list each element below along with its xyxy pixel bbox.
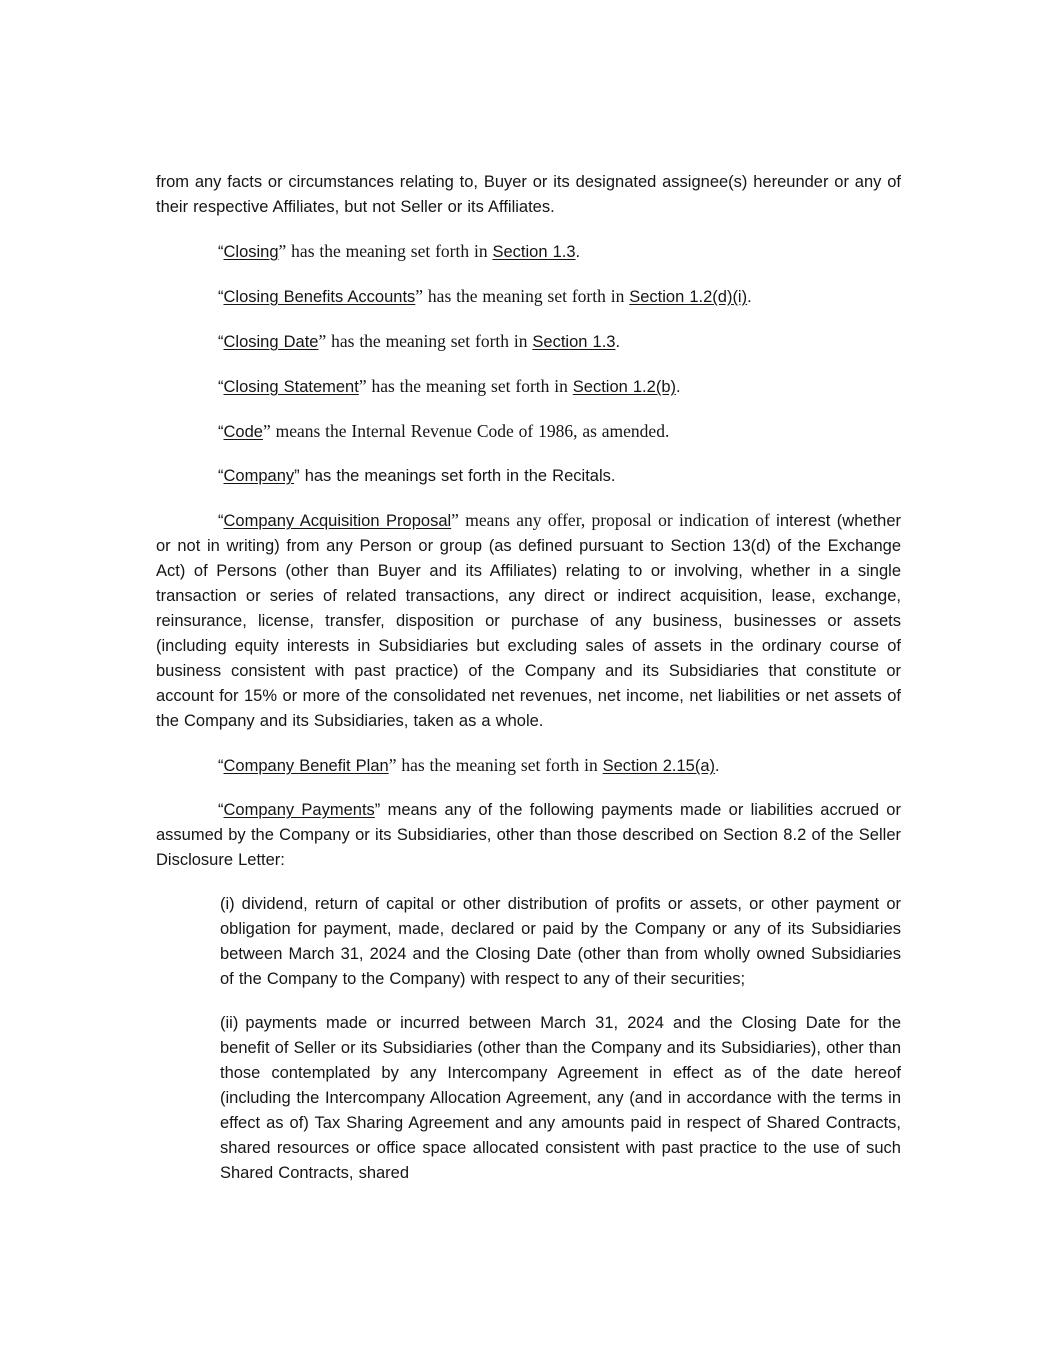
definition-closing xyxy=(156,239,901,265)
section-reference: Section 1.2(b) xyxy=(572,378,676,396)
definition-text: ” means the Internal Revenue Code of 1986, as amended. xyxy=(262,421,670,441)
open-quote: “ xyxy=(218,333,224,351)
open-quote: “ xyxy=(218,243,224,261)
definition-closing-statement xyxy=(156,374,901,400)
defined-term: Closing Benefits Accounts xyxy=(223,288,416,306)
definition-closing-benefits-accounts xyxy=(156,284,901,310)
sentence-period: . xyxy=(747,288,752,306)
definition-text: ” has the meanings set forth in the Recitals. xyxy=(294,467,616,485)
clause-label: (i) xyxy=(220,895,235,913)
defined-term: Company Acquisition Proposal xyxy=(223,512,452,530)
definition-text: ” has the meaning set forth in xyxy=(358,376,573,396)
clause-text: dividend, return of capital or other distribution of profits or assets, or other payment or obligation for payment, made, declared or paid by the Company or any of its Subsidiaries between March 31, 2024 and the Closing Date (other than from wholly owned Subsidiaries of the Company to the Company) with respect to any of their securities; xyxy=(220,895,901,988)
definition-text: ” has the meaning set forth in xyxy=(278,241,493,261)
definition-text: interest (whether or not in writing) from any Person or group (as defined pursuant to Section 13(d) of the Exchange Act) of Persons (other than Buyer and its Affiliates) relating to or involving, whether in a single transaction or series of related transactions, any direct or indirect acquisition, lease, exchange, reinsurance, license, transfer, disposition or purchase of any business, businesses or assets (including equity interests in Subsidiaries but excluding sales of assets in the ordinary course of business consistent with past practice) of the Company and its Subsidiaries that constitute or account for 15% or more of the consolidated net revenues, net income, net liabilities or net assets of the Company and its Subsidiaries, taken as a whole. xyxy=(156,512,901,730)
definition-company-payments xyxy=(156,798,901,873)
section-reference: Section 1.3 xyxy=(492,243,576,261)
sentence-period: . xyxy=(615,333,621,351)
open-quote: “ xyxy=(218,801,224,819)
definition-company xyxy=(156,464,901,489)
defined-term: Closing Statement xyxy=(223,378,359,396)
open-quote: “ xyxy=(218,757,224,775)
section-reference: Section 1.3 xyxy=(532,333,616,351)
clause-text: payments made or incurred between March 31, 2024 and the Closing Date for the benefit of Seller or its Subsidiaries (other than the Company and its Subsidiaries), other than those contemplated by any Intercompany Agreement in effect as of the date hereof (including the Intercompany Allocation Agreement, any (and in accordance with the terms in effect as of) Tax Sharing Agreement and any amounts paid in respect of Shared Contracts, shared resources or office space allocated consistent with past practice to the use of such Shared Contracts, shared xyxy=(220,1014,901,1182)
defined-term: Closing Date xyxy=(223,333,319,351)
open-quote: “ xyxy=(218,467,224,485)
open-quote: “ xyxy=(218,512,224,530)
defined-term: Code xyxy=(223,423,263,441)
open-quote: “ xyxy=(218,378,224,396)
defined-term: Company Benefit Plan xyxy=(223,757,389,775)
clause-i xyxy=(220,892,901,992)
definition-company-acquisition-proposal xyxy=(156,508,901,734)
definition-closing-date xyxy=(156,329,901,355)
section-reference: Section 2.15(a) xyxy=(602,757,716,775)
definition-text-lead: ” means any offer, proposal or indication of xyxy=(451,510,777,530)
definition-text: ” has the meaning set forth in xyxy=(415,286,630,306)
section-reference: Section 1.2(d)(i) xyxy=(629,288,748,306)
sentence-period: . xyxy=(676,378,681,396)
clause-ii xyxy=(220,1011,901,1186)
sentence-period: . xyxy=(575,243,581,261)
intro-paragraph: from any facts or circumstances relating to, Buyer or its designated assignee(s) hereunder or any of their respective Affiliates, but not Seller or its Affiliates. xyxy=(156,173,901,216)
definition-code xyxy=(156,419,901,445)
definition-text: ” means any of the following payments made or liabilities accrued or assumed by the Company or its Subsidiaries, other than those described on Section 8.2 of the Seller Disclosure Letter: xyxy=(156,801,901,869)
open-quote: “ xyxy=(218,288,224,306)
open-quote: “ xyxy=(218,423,224,441)
clause-label: (ii) xyxy=(220,1014,239,1032)
definition-company-benefit-plan xyxy=(156,753,901,779)
definition-text: ” has the meaning set forth in xyxy=(388,755,603,775)
defined-term: Closing xyxy=(223,243,279,261)
definition-text: ” has the meaning set forth in xyxy=(318,331,533,351)
defined-term: Company Payments xyxy=(223,801,375,819)
defined-term: Company xyxy=(223,467,295,485)
sentence-period: . xyxy=(715,757,720,775)
